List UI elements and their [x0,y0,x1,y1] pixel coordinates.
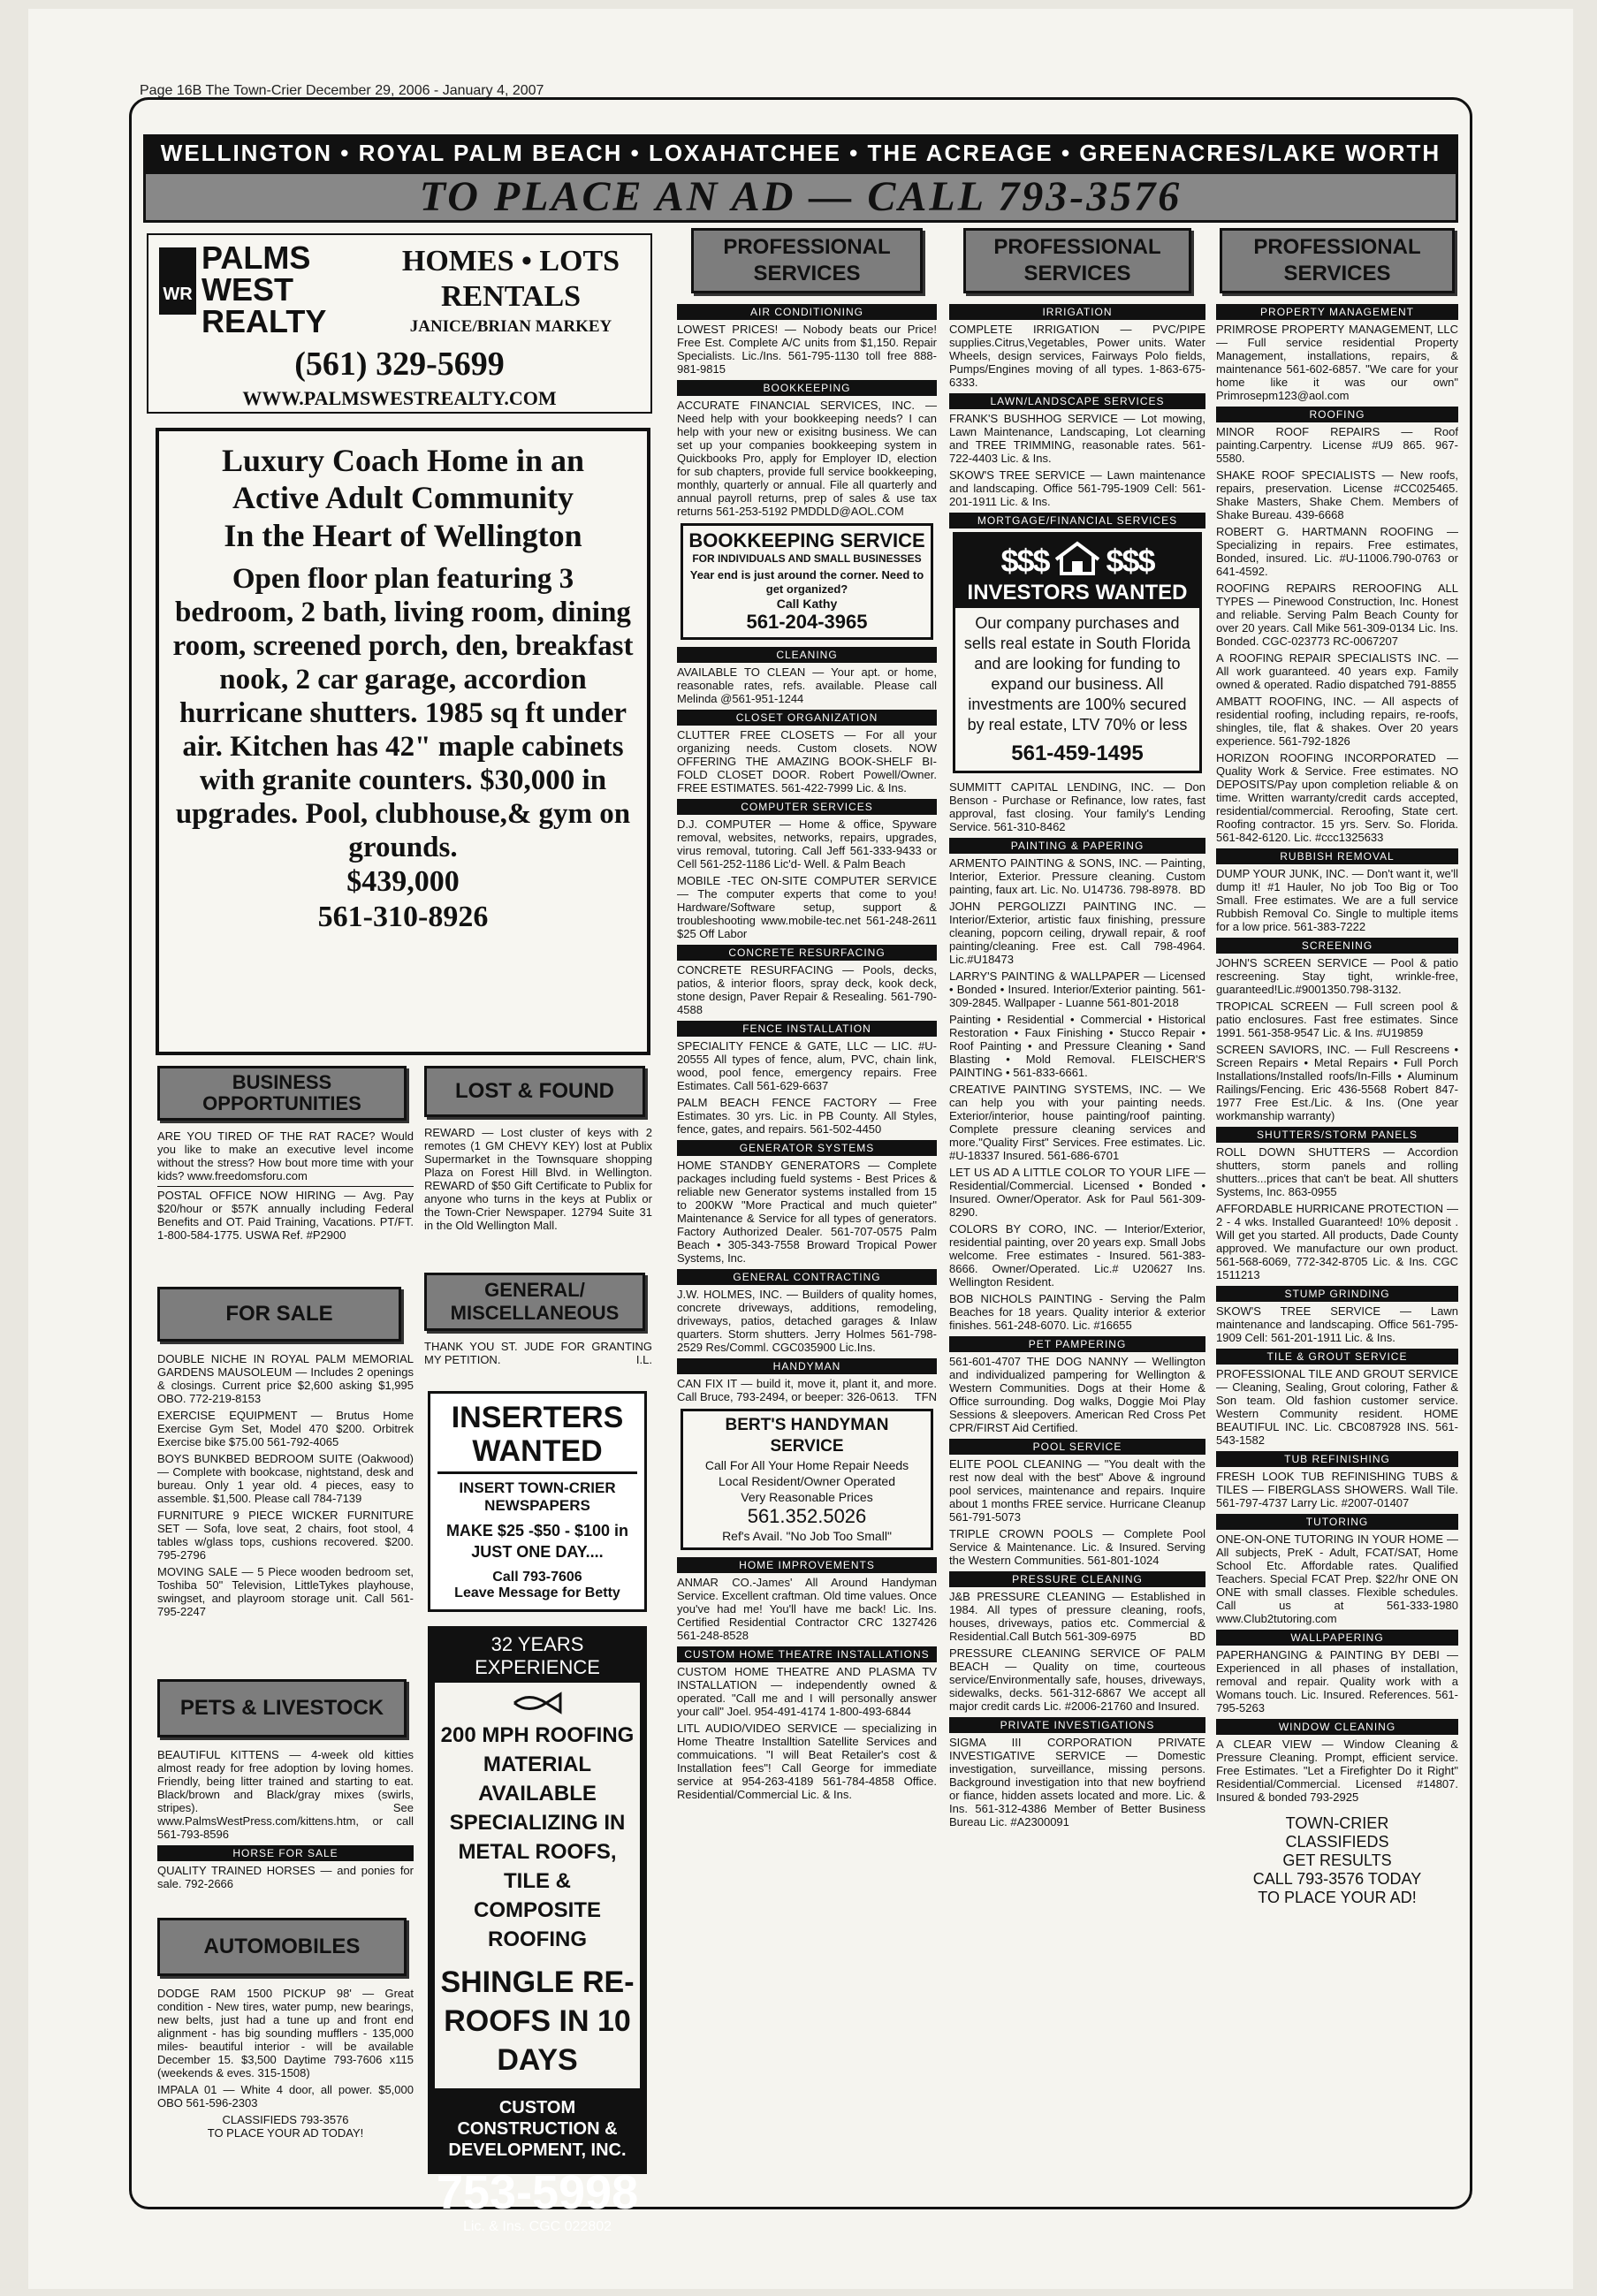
bkbox-phone: 561-204-3965 [746,611,868,633]
hm-ad-text: CAN FIX IT — build it, move it, plant it, and more. Call Bruce, 793-2494, or beeper: 326-0613. [677,1377,937,1403]
cl-ad[interactable]: AVAILABLE TO CLEAN — Your apt. or home, reasonable rates, refs. available. Please call Melinda @561-951-1244 [677,665,937,705]
forsale-item-3[interactable]: BOYS BUNKBED BEDROOM SUITE (Oakwood) — Complete with bookcase, nightstand, desk and bureau. Only 1 year old. 4 pieces, easy to assemble. $1,500. Please call 784-7139 [157,1452,414,1505]
general-ad-text: THANK YOU ST. JUDE FOR GRANTING MY PETITION. [424,1340,652,1366]
pp-ad-4[interactable]: Painting • Residential • Commercial • Historical Restoration • Faux Finishing • Stucco Repair • Roof Painting • and Pressure Cleaning • Sand Blasting • Mold Removal. FLEISCHER'S PAINTING • 561-833-6661. [949,1013,1205,1079]
bkbox-title: BOOKKEEPING SERVICE [688,529,925,551]
pm-ad[interactable]: PRIMROSE PROPERTY MANAGEMENT, LLC — Full service residential Property Management, installations, repairs, & maintenance 561-602-6857. "We care for your home like it was our own" Primrosepm123@aol.com [1216,323,1458,402]
ll-ad-1[interactable]: FRANK'S BUSHHOG SERVICE — Lot mowing, Lawn Maintenance, Landscaping, Lot clearning and TREE TRIMMING, reasonable rates. 561-722-4403 Lic. & Ins. [949,412,1205,465]
for-sale [157,1287,414,1676]
pe-ad[interactable]: 561-601-4707 THE DOG NANNY — Wellington and individualized pampering for Wellington & Western Communities. Dogs at their Home & Office surrounding. Dog walks, Doggie Moi Play Sessions & sleepovers. American Red Cross Pet CPR/FIRST Aid Certified. [949,1355,1205,1434]
professional-services-col-1 [677,228,937,2172]
mf-ad[interactable]: SUMMITT CAPITAL LENDING, INC. — Don Benson - Purchase or Refinance, low rates, fast approval, fast closing. Your family's Lending Service. 561-310-8462 [949,780,1205,833]
inserters-line-4: MAKE $25 -$50 - $100 in JUST ONE DAY.... [445,1522,629,1561]
sc-ad-3[interactable]: SCREEN SAVIORS, INC. — Full Rescreens • Screen Repairs • Metal Repairs • Full Porch Installations/Installed roofs/In-Fills • Aluminum Railings/Fencing. Eric 436-5568 Robert 847-1977 Free Est./Lic. & Ins. (One year workmanship warranty) [1216,1043,1458,1122]
business-ad-2[interactable]: POSTAL OFFICE NOW HIRING — Avg. Pay $20/hour or $57K annually including Federal Benefits and OT. Paid Training, Vacations. PT/FT. 1-800-584-1775. USWA Ref. #P2900 [157,1186,414,1242]
bert-title: BERT'S HANDYMAN SERVICE [725,1416,889,1456]
ac-sub: AIR CONDITIONING [677,304,937,320]
business-ad-1[interactable]: ARE YOU TIRED OF THE RAT RACE? Would you like to make an executive level income without the stress? How bout more time with your kids? www.freedomsforu.com [157,1129,414,1182]
forsale-item-1[interactable]: DOUBLE NICHE IN ROYAL PALM MEMORIAL GARDENS MAUSOLEUM — Includes 2 openings & closings. Current price $2,600 asking $1,995 OBO. 772-219-8153 [157,1352,414,1405]
realty-agents: JANICE/BRIAN MARKEY [409,317,612,336]
general-ad-1[interactable] [424,1340,652,1366]
pc-sub: POOL SERVICE [949,1439,1205,1455]
ll-sub: LAWN/LANDSCAPE SERVICES [949,393,1205,409]
gc-ad[interactable]: J.W. HOLMES, INC. — Builders of quality homes, concrete driveways, additions, remodeling, driveways, patios, detached garages & Inlaw quarters. Storm shutters. Jerry Holmes 561-798-2529 Res/Comml. CGC035900 Lic.Ins. [677,1288,937,1354]
sh-sub: SHUTTERS/STORM PANELS [1216,1127,1458,1143]
rr-ad[interactable]: DUMP YOUR JUNK, INC. — Don't want it, we'll dump it! #1 Hauler, No job Too Big or Too Small. Free estimates. We are a full service Rubbish Removal Co. Single to multiple items for a low price. 561-383-7222 [1216,867,1458,933]
ht-sub: CUSTOM HOME THEATRE INSTALLATIONS [677,1646,937,1662]
sc-ad-1[interactable]: JOHN'S SCREEN SERVICE — Pool & patio rescreening. Stay tight, wrinkle-free, guaranteed!Lic.#9001350.798-3132. [1216,956,1458,996]
pe-sub: PET PAMPERING [949,1336,1205,1352]
professional-services-col-3 [1216,228,1458,2172]
bert-line-3: Local Resident/Owner Operated [719,1474,895,1488]
business-opportunities [157,1066,414,1269]
fi-sub: FENCE INSTALLATION [677,1021,937,1037]
forsale-item-2[interactable]: EXERCISE EQUIPMENT — Brutus Home Exercise Gym Set, Model 470 $200. Orbitrek Exercise bike $75.00 561-792-4065 [157,1409,414,1448]
cr-sub: CONCRETE RESURFACING [677,945,937,961]
classifieds-footer [1216,1814,1458,1907]
ir-ad[interactable]: COMPLETE IRRIGATION — PVC/PIPE supplies.Citrus,Vegetables, Power units. Water Wheels, design services, Fairways Polo fields, Pumps/Engines moving of all types. 1-863-675-6333. [949,323,1205,389]
sg-sub: STUMP GRINDING [1216,1286,1458,1302]
bert-phone: 561.352.5026 [747,1505,867,1527]
pr-ad-1-code: BD [1189,1630,1205,1643]
rf-ad-1[interactable]: MINOR ROOF REPAIRS — Roof painting.Carpentry. License #U9 865. 967-5580. [1216,425,1458,465]
page-header: Page 16B The Town-Crier December 29, 2006 - January 4, 2007 [140,83,544,98]
ac-ad[interactable]: LOWEST PRICES! — Nobody beats our Price! Free Est. Complete A/C units from $1,150. Repair Specialists. Lic./Ins. 561-795-1130 toll free 888-981-9815 [677,323,937,376]
footer-line-5: TO PLACE YOUR AD! [1258,1889,1417,1906]
mf-sub: MORTGAGE/FINANCIAL SERVICES [949,513,1205,528]
pr-ad-2[interactable]: PRESSURE CLEANING SERVICE OF PALM BEACH — Quality on time, courteous service/Environmentally safe, houses, driveways, sidewalks, decks. 561-312-6867 We accept all major credit cards Lic. #2006-21760 and Insured. [949,1646,1205,1713]
tg-sub: TILE & GROUT SERVICE [1216,1349,1458,1365]
bk-ad[interactable]: ACCURATE FINANCIAL SERVICES, INC. — Need help with your bookkeeping needs? I can help with your new or exisitng business. We can set up your companies bookkeeping system in Quickbooks Pro, apply for Employer ID, election for sub chapters, provide full service bookkeeping, monthly, quarterly or annual. File all quarterly and annual payroll returns, prep of sales & use tax returns 561-253-5192 PMDDLD@AOL.COM [677,399,937,518]
lost-head: LOST & FOUND [424,1066,645,1117]
feature-body: Open floor plan featuring 3 bedroom, 2 bath, living room, dining room, screened porch, den, breakfast nook, 2 car garage, accordion hurricane shutters. 1985 sq ft under air. Kitchen has 42" maple cabinets with granite counters. $30,000 in upgrades. Pool, clubhouse,& gym on grounds. [172,563,634,863]
auto-footer-2: TO PLACE YOUR AD TODAY! [207,2126,364,2140]
footer-line-4: CALL 793-3576 TODAY [1252,1870,1422,1888]
roof-company: CUSTOM CONSTRUCTION & DEVELOPMENT, INC. [448,2098,627,2160]
feature-line-2: Active Adult Community [232,480,574,515]
ir-sub: IRRIGATION [949,304,1205,320]
roof-title-1: 32 YEARS EXPERIENCE [475,1633,600,1678]
investors-body: Our company purchases and sells real estate in South Florida and are looking for funding to expand our business. All investments are 100% secured by real estate, LTV 70% or less [963,614,1191,734]
gs-ad[interactable]: HOME STANDBY GENERATORS — Complete packages including fueld systems - Best Prices & reliable new Generator systems installed from 15 to 200KW "More Practical and much quieter" Maintenance & Service for all types of generators. Factory Authorized Dealer. 561-707-0575 Palm Beach • 305-343-7558 Broward Tropical Power Systems, Inc. [677,1159,937,1265]
rf-ad-5[interactable]: A ROOFING REPAIR SPECIALISTS INC. — All work guaranteed. 40 years exp. Family owned & operated. Radio dispatched 791-8855 [1216,651,1458,691]
pr-sub: PRESSURE CLEANING [949,1571,1205,1587]
lost-found [424,1066,652,1269]
hi-ad[interactable]: ANMAR CO.-James' All Around Handyman Service. Excellent craftman. Old time values. Once you've had me! You'll have me back! Lic. Ins. Certified Residential Contractor CRC 1327426 561-248-8528 [677,1576,937,1642]
rf-sub: ROOFING [1216,407,1458,422]
realty-tag-1: HOMES • LOTS [401,245,620,277]
auto-ad-1[interactable]: DODGE RAM 1500 PICKUP 98' — Great condition - New tires, water pump, new bearings, new belts, just had a tune up and front end alignment - has big sounding mufflers - 135,000 miles- beautiful interior - will be available December 15. $3,500 Daytime 793-7606 x115 (weekends & eves. 315-1508) [157,1987,414,2079]
investors-title: INVESTORS WANTED [967,581,1188,604]
pets-livestock [157,1679,414,1891]
hm-sub: HANDYMAN [677,1358,937,1374]
pp-ad-5[interactable]: CREATIVE PAINTING SYSTEMS, INC. — We can help you with your painting needs. Exterior/interior, house painting/roof painting. Complete pressure cleaning services and more."Quality First" Services. Free estimates. Lic. #U-18337 Insured. 561-686-6701 [949,1083,1205,1162]
realty-ad[interactable] [147,233,652,414]
fi-ad-1[interactable]: SPECIALITY FENCE & GATE, LLC — LIC. #U-20555 All types of fence, alum, PVC, chain link, wood, pool fence, emergency repairs. Free Estimates. Call 561-629-6637 [677,1039,937,1092]
realty-logo: WR [159,247,196,315]
roof-title-3: SHINGLE RE-ROOFS IN 10 DAYS [440,1965,635,2077]
pets-ad-1[interactable]: BEAUTIFUL KITTENS — 4-week old kitties almost ready for free adoption by loving homes. Friendly, being litter trained and starting to eat. Black/brown and Black/gray mixes (swirls, stripes). See www.PalmsWestPress.com/kittens.htm, or call 561-793-8596 [157,1748,414,1841]
hm-ad-code: TFN [914,1390,937,1403]
tg-ad[interactable]: PROFESSIONAL TILE AND GROUT SERVICE — Cleaning, Sealing, Grout coloring, Father & Son team. Old fashion customer service. Western Community resident. HOME BEAUTIFUL INC. Lic. CBC087928 INS. 561-543-1582 [1216,1367,1458,1447]
rf-ad-2[interactable]: SHAKE ROOF SPECIALISTS — New roofs, repairs, preservation. License #CC025465. Shake Masters, Shake Chem. Members of Shake Bureau. 439-6668 [1216,468,1458,521]
gc-sub: GENERAL CONTRACTING [677,1269,937,1285]
pp-ad-3[interactable]: LARRY'S PAINTING & WALLPAPER — Licensed • Bonded • Insured. Interior/Exterior painting. 561-309-2845. Wallpaper - Luanne 561-801-2018 [949,969,1205,1009]
auto-head: AUTOMOBILES [157,1918,407,1976]
footer-line-1: TOWN-CRIER [1285,1814,1389,1832]
rf-ad-3[interactable]: ROBERT G. HARTMANN ROOFING — Specializing in repairs. Free estimates, Bonded, insured. Lic. #U-11006.790-0763 or 641-4592. [1216,525,1458,578]
sc-ad-2[interactable]: TROPICAL SCREEN — Full screen pool & patio enclosures. Fast free estimates. Since 1991. 561-358-9547 Lic. & Ins. #U19859 [1216,1000,1458,1039]
realty-tag-2: RENTALS [440,280,582,313]
ht-ad-2[interactable]: LITL AUDIO/VIDEO SERVICE — specializing in Home Theatre Installtion Satellite Services and commuications. "I will Beat Retailer's cost & Installation fees"! Call George for immediate service at 954-263-4189 561-784-4858 Office. Residential/Commercial Lic. & Ins. [677,1722,937,1801]
gs-sub: GENERATOR SYSTEMS [677,1140,937,1156]
inserters-line-6: Leave Message for Betty [454,1585,620,1600]
roof-phone: 753-5998 [436,2166,639,2219]
pr-ad-1[interactable] [949,1590,1205,1643]
cs-ad-1[interactable]: D.J. COMPUTER — Home & office, Spyware removal, websites, networks, repairs, upgrades, virus removal, tutoring. Call Jeff 561-333-9433 or Cell 561-252-1186 Lic'd- Well. & Palm Beach [677,817,937,871]
co-sub: CLOSET ORGANIZATION [677,710,937,726]
wp-sub: WALLPAPERING [1216,1630,1458,1646]
tu-sub: TUTORING [1216,1514,1458,1530]
realty-name-2: WEST [202,271,293,308]
hi-sub: HOME IMPROVEMENTS [677,1557,937,1573]
sc-sub: SCREENING [1216,938,1458,954]
berts-handyman-box[interactable] [681,1409,933,1550]
pp-ad-8[interactable]: BOB NICHOLS PAINTING - Serving the Palm Beaches for 18 years. Quality interior & exterior finishes. 561-248-6070. Lic. #16655 [949,1292,1205,1332]
forsale-head: FOR SALE [157,1287,401,1342]
footer-line-2: CLASSIFIEDS [1285,1833,1389,1851]
tr-ad[interactable]: FRESH LOOK TUB REFINISHING TUBS & TILES — FIBERGLASS SHOWERS. Wall Tile. 561-797-4737 Larry Lic. #2007-01407 [1216,1470,1458,1509]
ps3-head: PROFESSIONAL SERVICES [1220,228,1455,293]
hm-ad[interactable] [677,1377,937,1403]
bert-line-2: Call For All Your Home Repair Needs [704,1458,909,1472]
bkbox-call: Call Kathy [776,597,838,611]
rf-ad-6[interactable]: AMBATT ROOFING, INC. — All aspects of residential roofing, including repairs, re-roofs, shingles, tile, flat & shakes. Over 20 years experience. 561-792-1826 [1216,695,1458,748]
bert-line-4: Very Reasonable Prices [741,1490,873,1504]
pi-sub: PRIVATE INVESTIGATIONS [949,1717,1205,1733]
pp-ad-7[interactable]: COLORS BY CORO, INC. — Interior/Exterior, residential painting, over 20 years exp. Small Jobs welcome. Free estimates - Insured. 561-383-8666. Owner/Operated. Lic.# U20627 Ins. Wellington Resident. [949,1222,1205,1289]
cs-sub: COMPUTER SERVICES [677,799,937,815]
auto-footer-1: CLASSIFIEDS 793-3576 [222,2113,349,2126]
fish-icon [511,1690,564,1716]
business-head: BUSINESS OPPORTUNITIES [157,1066,407,1121]
towns-banner: WELLINGTON • ROYAL PALM BEACH • LOXAHATCHEE • THE ACREAGE • GREENACRES/LAKE WORTH [143,134,1458,171]
ll-ad-2[interactable]: SKOW'S TREE SERVICE — Lawn maintenance and landscaping. Office 561-795-1909 Cell: 561-201-1911 Lic. & Ins. [949,468,1205,508]
forsale-item-5[interactable]: MOVING SALE — 5 Piece wooden bedroom set, Toshiba 50" Television, LittleTykes playhouse, swingset, and playroom storage unit. Call 561-795-2247 [157,1565,414,1618]
rf-ad-7[interactable]: HORIZON ROOFING INCORPORATED — Quality Work & Service. Free estimates. NO DEPOSITS/Pay upon completion reliable & on time. Written warranty/credit cards accepted, residential/commercial. Reroofing, State cert. Roofing contractor. 15 yrs. Serv. So. Florida. 561-842-6120. Lic. #ccc1325633 [1216,751,1458,844]
feature-price: $439,000 [346,865,460,898]
roof-license: Lic. & Ins. CGC 022802 [462,2219,612,2234]
cs-ad-2[interactable]: MOBILE -TEC ON-SITE COMPUTER SERVICE — The computer experts that come to you! Hardware/Software setup, support & troubleshooting www.mobile-tec.net 561-248-2611 $25 Off Labor [677,874,937,940]
tr-sub: TUB REFINISHING [1216,1451,1458,1467]
bkbox-line: Year end is just around the corner. Need to get organized? [689,568,924,596]
general-misc [424,1273,652,1387]
pp-ad-1-text: ARMENTO PAINTING & SONS, INC. — Painting, Interior, Exterior. Pressure cleaning. Custom painting, faux art. Lic. No. U14736. 798-8978. [949,856,1205,896]
ps2-head: PROFESSIONAL SERVICES [963,228,1191,293]
pi-ad[interactable]: SIGMA III CORPORATION PRIVATE INVESTIGATIVE SERVICE — Domestic investigation, surveillance, missing persons. Background investigation into that new boyfriend or fiance, hidden assets located and more. Lic. & Ins. 561-312-4386 Member of Better Business Bureau Lic. #A2300091 [949,1736,1205,1828]
realty-web: WWW.PALMSWESTREALTY.COM [242,387,557,409]
tu-ad[interactable]: ONE-ON-ONE TUTORING IN YOUR HOME — All subjects, PreK - Adult, FCAT/SAT, Home School Etc. Affordable rates. Qualified Teachers. Special FCAT Prep. $22/hr ONE ON ONE with small classes. Flexible schedules. Call us at 561-333-1980 www.Club2tutoring.com [1216,1532,1458,1625]
investors-phone: 561-459-1495 [1011,741,1144,765]
cr-ad[interactable]: CONCRETE RESURFACING — Pools, decks, patios, & interior floors, spray deck, kook deck, stone design, Paver Repair & Resealing. 561-790-4588 [677,963,937,1016]
feature-home-ad[interactable] [156,428,650,1055]
auto-ad-2[interactable]: IMPALA 01 — White 4 door, all power. $5,000 OBO 561-596-2303 [157,2083,414,2110]
pets-ad-2[interactable]: QUALITY TRAINED HORSES — and ponies for sale. 792-2666 [157,1864,414,1890]
pp-ad-2[interactable]: JOHN PERGOLIZZI PAINTING INC. — Interior/Exterior, artistic faux finishing, pressure cleaning, popcorn ceiling, drywall repair, & roof painting/cleaning. Free est. Call 798-4964. Lic.#U18473 [949,900,1205,966]
roofing-construction-ad[interactable] [428,1626,647,2234]
pp-ad-1-code: BD [1189,883,1205,896]
lost-ad-1[interactable]: REWARD — Lost cluster of keys with 2 remotes (1 GM CHEVY KEY) lost at Publix Supermarket in the Townsquare shopping Plaza on Forest Hill Blvd. in Wellington. REWARD of $50 Gift Certificate to Publix for anyone who turns in the keys at Publix or the Town-Crier Newspaper. 12794 Suite 31 in the Old Wellington Mall. [424,1126,652,1232]
feature-phone: 561-310-8926 [317,901,489,933]
horse-sub: HORSE FOR SALE [157,1845,414,1861]
pp-ad-1[interactable] [949,856,1205,896]
investors-wanted-box[interactable] [953,532,1202,773]
sg-ad[interactable]: SKOW'S TREE SERVICE — Lawn maintenance and landscaping. Office 561-795-1909 Cell: 561-201-1911 Lic. & Ins. [1216,1304,1458,1344]
realty-phone: (561) 329-5699 [294,346,505,383]
sh-ad-1[interactable]: ROLL DOWN SHUTTERS — Accordion shutters, storm panels and rolling shutters...prices that can't be beat. All shutters Systems, Inc. 863-0955 [1216,1145,1458,1198]
professional-services-col-2 [949,228,1205,2172]
inserters-ad[interactable] [428,1391,647,1612]
automobiles [157,1918,414,2192]
pc-ad-1[interactable]: ELITE POOL CLEANING — "You dealt with the rest now deal with the best" Above & inground pool services, maintenance and repairs. Inquire about 1 months FREE service. Hurricane Cleanup 561-791-5073 [949,1457,1205,1524]
bert-line-6: Ref's Avail. "No Job Too Small" [722,1529,892,1543]
footer-line-3: GET RESULTS [1282,1851,1392,1869]
cl-sub: CLEANING [677,647,937,663]
place-ad-banner: TO PLACE AN AD — CALL 793-3576 [143,171,1458,223]
house-icon [1053,540,1102,575]
pp-sub: PAINTING & PAPERING [949,838,1205,854]
roof-title-2: 200 MPH ROOFING MATERIAL AVAILABLE SPECIALIZING IN METAL ROOFS, TILE & COMPOSITE ROOFING [440,1723,635,1951]
dollar-signs-right: $$$ [1106,543,1154,579]
sh-ad-2[interactable]: AFFORDABLE HURRICANE PROTECTION — 2 - 4 wks. Installed Guaranteed! 10% deposit . Will get you started. All products, Dade County approved. We manufacture our own product. 561-568-6069, 772-342-8705 Lic. & Ins. CGC 1511213 [1216,1202,1458,1281]
inserters-title-1: INSERTERS [451,1401,624,1434]
realty-name-1: PALMS [202,239,311,276]
pc-ad-2[interactable]: TRIPLE CROWN POOLS — Complete Pool Service & Maintenance. Lic. & Insured. Serving the Western Communities. 561-801-1024 [949,1527,1205,1567]
realty-name-3: REALTY [202,303,327,339]
inserters-line-5: Call 793-7606 [492,1570,582,1585]
forsale-item-4[interactable]: FURNITURE 9 PIECE WICKER FURNITURE SET — Sofa, love seat, 2 chairs, foot stool, 4 tables w/glass tops, cushions recovered. $200. 795-2796 [157,1509,414,1562]
wc-sub: WINDOW CLEANING [1216,1719,1458,1735]
inserters-title-2: WANTED [437,1434,637,1474]
bkbox-sub: FOR INDIVIDUALS AND SMALL BUSINESSES [692,552,922,565]
inserters-line-3: INSERT TOWN-CRIER NEWSPAPERS [459,1479,616,1514]
ps1-head: PROFESSIONAL SERVICES [691,228,923,293]
wp-ad[interactable]: PAPERHANGING & PAINTING BY DEBI — Experienced in all phases of installation, removal and repair. Quality work with a Womans touch. Lic. Insured. References. 561-795-5263 [1216,1648,1458,1714]
pp-ad-6[interactable]: LET US AD A LITTLE COLOR TO YOUR LIFE — Residential/Commercial. Licensed • Bonded • Insured. Owner/Operator. Ask for Paul 561-309-8290. [949,1166,1205,1219]
pets-head: PETS & LIVESTOCK [157,1679,407,1737]
feature-line-3: In the Heart of Wellington [224,518,582,553]
co-ad[interactable]: CLUTTER FREE CLOSETS — For all your organizing needs. Custom closets. NOW OFFERING THE AMAZING BOOK-SHELF BI-FOLD CLOSET DOOR. Robert Powell/Owner. FREE ESTIMATES. 561-422-7999 Lic. & Ins. [677,728,937,794]
feature-line-1: Luxury Coach Home in an [221,443,585,478]
dollar-signs-left: $$$ [1000,543,1049,579]
rf-ad-4[interactable]: ROOFING REPAIRS REROOFING ALL TYPES — Pinewood Construction, Inc. Honest and reliable. Serving Palm Beach County for over 20 years. Call Mike 561-309-0134 Lic. Ins. Bonded. CGC-023773 RC-0067207 [1216,582,1458,648]
wc-ad[interactable]: A CLEAR VIEW — Window Cleaning & Pressure Cleaning. Prompt, efficient service. Free Estimates. "Let a Firefighter Do it Right" Residential/Commercial. Licensed #14807. Insured & bonded 793-2925 [1216,1737,1458,1804]
general-head: GENERAL/ MISCELLANEOUS [424,1273,645,1331]
bookkeeping-service-box[interactable] [681,523,933,640]
bk-sub: BOOKKEEPING [677,380,937,396]
fi-ad-2[interactable]: PALM BEACH FENCE FACTORY — Free Estimates. 30 yrs. Lic. in PB County. All Styles, fence, gates, and repairs. 561-502-4450 [677,1096,937,1136]
pr-ad-1-text: J&B PRESSURE CLEANING — Established in 1984. All types of pressure cleaning, roofs, houses, driveways, patios etc. Commercial & Residential.Call Butch 561-309-6975 [949,1590,1205,1643]
rr-sub: RUBBISH REMOVAL [1216,848,1458,864]
general-ad-initials: I.L. [635,1353,652,1366]
pm-sub: PROPERTY MANAGEMENT [1216,304,1458,320]
ht-ad-1[interactable]: CUSTOM HOME THEATRE AND PLASMA TV INSTALLATION — independently owned & operated. "Call me and I will personally answer your call" Joel. 954-491-4174 1-800-493-6844 [677,1665,937,1718]
